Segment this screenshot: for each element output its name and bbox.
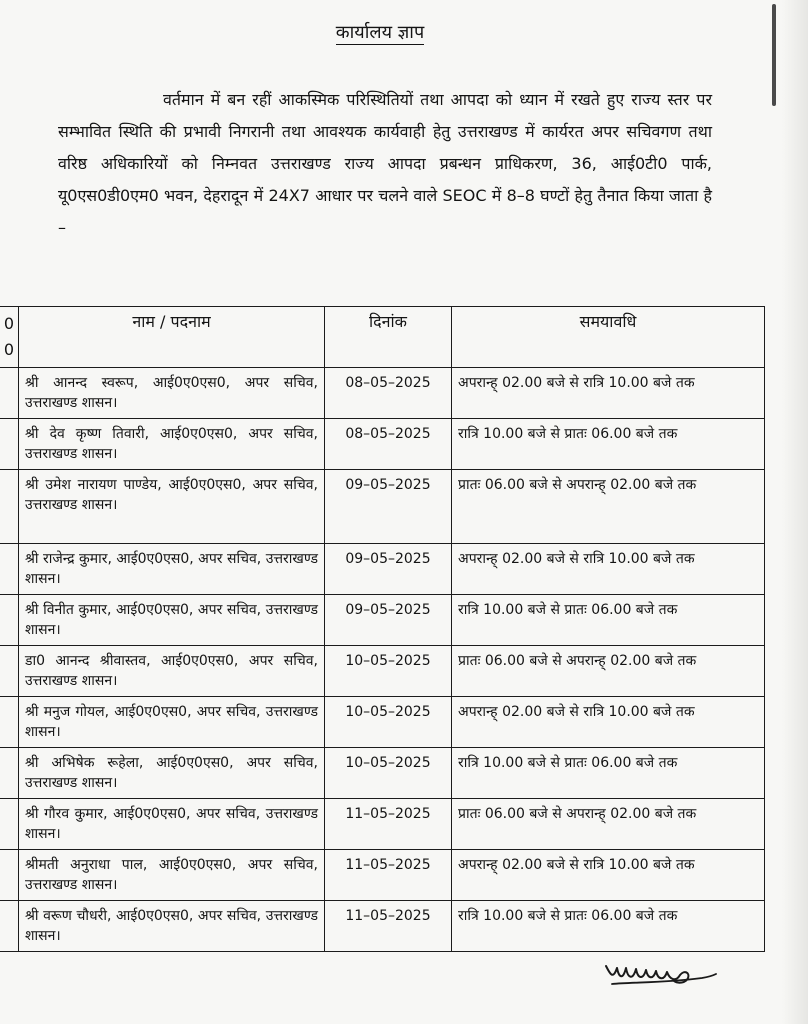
date-cell: 08–05–2025 [325, 368, 452, 419]
sr-cell [0, 901, 19, 952]
name-cell: श्री मनुज गोयल, आई0ए0एस0, अपर सचिव, उत्तराखण्ड शासन। [19, 697, 325, 748]
period-cell: प्रातः 06.00 बजे से अपरान्ह् 02.00 बजे तक [452, 470, 765, 544]
sr-cell [0, 419, 19, 470]
header-time-period: समयावधि [452, 307, 765, 368]
handwritten-signature [604, 952, 724, 996]
sr-cell [0, 799, 19, 850]
name-cell: श्री देव कृष्ण तिवारी, आई0ए0एस0, अपर सचिव, उत्तराखण्ड शासन। [19, 419, 325, 470]
page-edge-mark [772, 4, 776, 106]
table-row [0, 544, 765, 595]
signature-icon [604, 952, 724, 992]
name-cell: श्री वरूण चौधरी, आई0ए0एस0, अपर सचिव, उत्तराखण्ड शासन। [19, 901, 325, 952]
table-header-row [0, 307, 765, 368]
header-sr-no: 0 0 [0, 307, 19, 368]
name-cell: श्री अभिषेक रूहेला, आई0ए0एस0, अपर सचिव, उत्तराखण्ड शासन। [19, 748, 325, 799]
period-cell: रात्रि 10.00 बजे से प्रातः 06.00 बजे तक [452, 748, 765, 799]
period-cell: अपरान्ह् 02.00 बजे से रात्रि 10.00 बजे तक [452, 850, 765, 901]
date-cell: 10–05–2025 [325, 748, 452, 799]
date-cell: 09–05–2025 [325, 595, 452, 646]
name-cell: श्री आनन्द स्वरूप, आई0ए0एस0, अपर सचिव, उत्तराखण्ड शासन। [19, 368, 325, 419]
name-cell: श्री गौरव कुमार, आई0ए0एस0, अपर सचिव, उत्तराखण्ड शासन। [19, 799, 325, 850]
document-title [0, 20, 760, 46]
period-cell: प्रातः 06.00 बजे से अपरान्ह् 02.00 बजे तक [452, 646, 765, 697]
header-name-designation: नाम / पदनाम [19, 307, 325, 368]
table-row [0, 419, 765, 470]
date-cell: 11–05–2025 [325, 799, 452, 850]
table-row [0, 748, 765, 799]
name-cell: श्री राजेन्द्र कुमार, आई0ए0एस0, अपर सचिव, उत्तराखण्ड शासन। [19, 544, 325, 595]
document-title-text: कार्यालय ज्ञाप [335, 22, 425, 43]
date-cell: 11–05–2025 [325, 901, 452, 952]
sr-cell [0, 748, 19, 799]
period-cell: रात्रि 10.00 बजे से प्रातः 06.00 बजे तक [452, 595, 765, 646]
date-cell: 10–05–2025 [325, 697, 452, 748]
intro-paragraph: वर्तमान में बन रहीं आकस्मिक परिस्थितियों तथा आपदा को ध्यान में रखते हुए राज्य स्तर पर सम्भावित स्थिति की प्रभावी निगरानी तथा आवश्यक कार्यवाही हेतु उत्तराखण्ड में कार्यरत अपर सचिवगण तथा वरिष्ठ अधिकारियों को निम्नवत उत्तराखण्ड राज्य आपदा प्रबन्धन प्राधिकरण, 36, आई0टी0 पार्क, यू0एस0डी0एम0 भवन, देहरादून में 24X7 आधार पर चलने वाले SEOC में 8–8 घण्टों हेतु तैनात किया जाता है – [58, 90, 712, 237]
table-row [0, 646, 765, 697]
table-row [0, 850, 765, 901]
name-cell: डा0 आनन्द श्रीवास्तव, आई0ए0एस0, अपर सचिव, उत्तराखण्ड शासन। [19, 646, 325, 697]
header-date: दिनांक [325, 307, 452, 368]
sr-cell [0, 544, 19, 595]
name-cell: श्री उमेश नारायण पाण्डेय, आई0ए0एस0, अपर सचिव, उत्तराखण्ड शासन। [19, 470, 325, 544]
date-cell: 08–05–2025 [325, 419, 452, 470]
sr-cell [0, 470, 19, 544]
name-cell: श्री विनीत कुमार, आई0ए0एस0, अपर सचिव, उत्तराखण्ड शासन। [19, 595, 325, 646]
table-row [0, 901, 765, 952]
sr-cell [0, 595, 19, 646]
page-edge-shadow [782, 0, 808, 1024]
table-row [0, 470, 765, 544]
sr-cell [0, 368, 19, 419]
period-cell: रात्रि 10.00 बजे से प्रातः 06.00 बजे तक [452, 901, 765, 952]
period-cell: अपरान्ह् 02.00 बजे से रात्रि 10.00 बजे तक [452, 544, 765, 595]
sr-cell [0, 646, 19, 697]
date-cell: 09–05–2025 [325, 544, 452, 595]
period-cell: प्रातः 06.00 बजे से अपरान्ह् 02.00 बजे तक [452, 799, 765, 850]
period-cell: अपरान्ह् 02.00 बजे से रात्रि 10.00 बजे तक [452, 697, 765, 748]
name-cell: श्रीमती अनुराधा पाल, आई0ए0एस0, अपर सचिव, उत्तराखण्ड शासन। [19, 850, 325, 901]
period-cell: रात्रि 10.00 बजे से प्रातः 06.00 बजे तक [452, 419, 765, 470]
table-row [0, 799, 765, 850]
sr-cell [0, 850, 19, 901]
table-row [0, 595, 765, 646]
date-cell: 09–05–2025 [325, 470, 452, 544]
table-row [0, 697, 765, 748]
date-cell: 11–05–2025 [325, 850, 452, 901]
sr-cell [0, 697, 19, 748]
table-row [0, 368, 765, 419]
date-cell: 10–05–2025 [325, 646, 452, 697]
duty-roster-table [0, 306, 765, 952]
period-cell: अपरान्ह् 02.00 बजे से रात्रि 10.00 बजे तक [452, 368, 765, 419]
